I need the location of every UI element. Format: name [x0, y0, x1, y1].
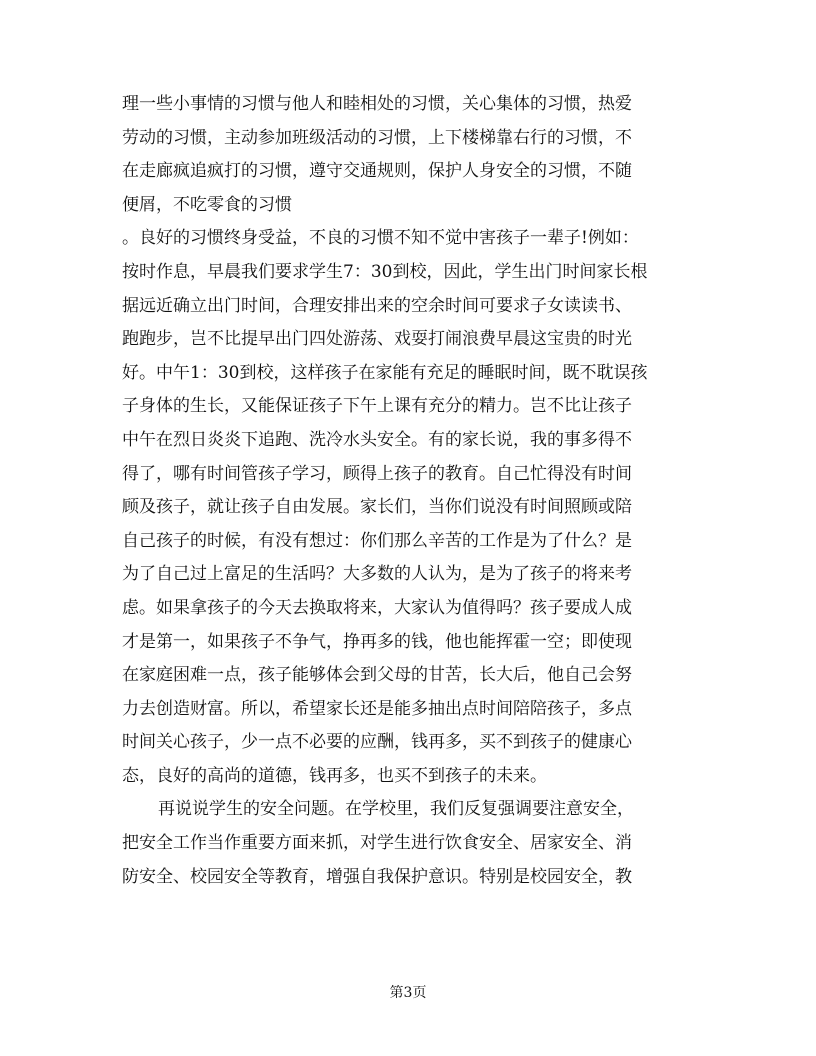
text-line: 才是第一，如果孩子不争气，挣再多的钱，他也能挥霍一空；即使现 — [122, 631, 632, 652]
text-line: 中午在烈日炎炎下追跑、洗冷水头安全。有的家长说，我的事多得不 — [122, 429, 632, 450]
text-line: 在走廊疯追疯打的习惯，遵守交通规则，保护人身安全的习惯，不随 — [122, 161, 632, 182]
text-line: 得了，哪有时间管孩子学习，顾得上孩子的教育。自己忙得没有时间 — [122, 463, 632, 484]
text-line: 防安全、校园安全等教育，增强自我保护意识。特别是校园安全，教 — [122, 866, 632, 887]
text-line: 据远近确立出门时间，合理安排出来的空余时间可要求子女读读书、 — [122, 295, 632, 316]
text-line: 便屑，不吃零食的习惯 — [122, 194, 292, 215]
text-line: 在家庭困难一点，孩子能够体会到父母的甘苦，长大后，他自己会努 — [122, 665, 632, 686]
text-line: 。良好的习惯终身受益，不良的习惯不知不觉中害孩子一辈子!例如： — [122, 228, 639, 249]
text-line: 把安全工作当作重要方面来抓，对学生进行饮食安全、居家安全、消 — [122, 833, 632, 854]
text-line: 为了自己过上富足的生活吗？大多数的人认为，是为了孩子的将来考 — [122, 564, 632, 585]
paragraph-start-line: 再说说学生的安全问题。在学校里，我们反复强调要注意安全， — [158, 799, 634, 820]
text-line: 虑。如果拿孩子的今天去换取将来，大家认为值得吗？孩子要成人成 — [122, 597, 632, 618]
text-line: 顾及孩子，就让孩子自由发展。家长们，当你们说没有时间照顾或陪 — [122, 497, 632, 518]
text-line: 时间关心孩子，少一点不必要的应酬，钱再多，买不到孩子的健康心 — [122, 732, 632, 753]
text-line: 按时作息，早晨我们要求学生7：30到校，因此，学生出门时间家长根 — [122, 261, 648, 282]
text-line: 力去创造财富。所以，希望家长还是能多抽出点时间陪陪孩子，多点 — [122, 698, 632, 719]
text-line: 自己孩子的时候，有没有想过：你们那么辛苦的工作是为了什么？是 — [122, 530, 632, 551]
page-number: 第3页 — [389, 985, 427, 1001]
text-line: 态，良好的高尚的道德，钱再多，也买不到孩子的未来。 — [122, 765, 547, 786]
text-line: 跑跑步，岂不比提早出门四处游荡、戏耍打闹浪费早晨这宝贵的时光 — [122, 329, 632, 350]
text-line: 理一些小事情的习惯与他人和睦相处的习惯，关心集体的习惯，热爱 — [122, 94, 632, 114]
text-line: 好。中午1：30到校，这样孩子在家能有充足的睡眠时间，既不耽误孩 — [122, 362, 648, 383]
text-line: 子身体的生长，又能保证孩子下午上课有充分的精力。岂不比让孩子 — [122, 396, 632, 417]
text-line: 劳动的习惯，主动参加班级活动的习惯，上下楼梯靠右行的习惯，不 — [122, 127, 632, 148]
body-text — [122, 88, 697, 894]
